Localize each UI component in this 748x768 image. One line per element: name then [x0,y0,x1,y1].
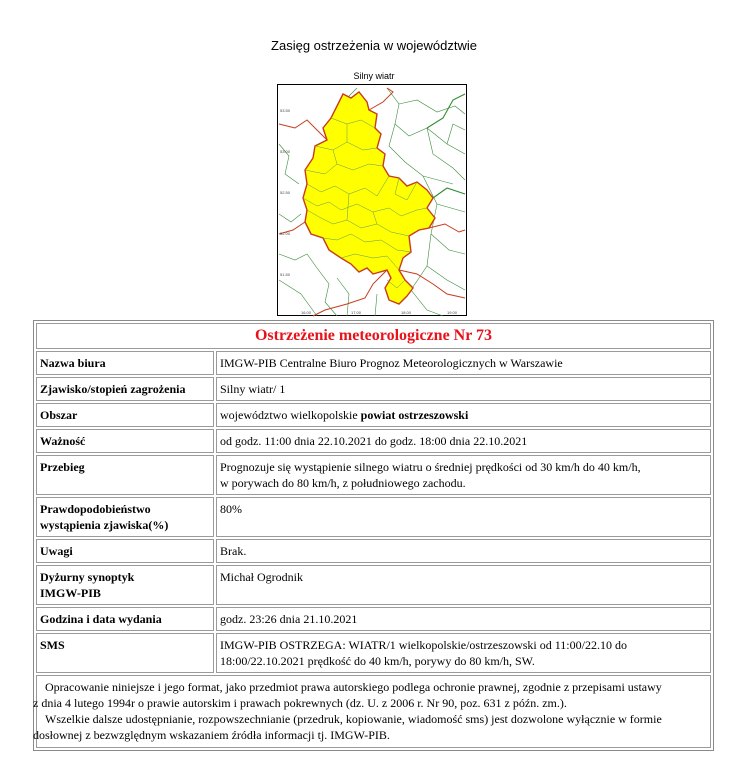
table-row [36,497,711,537]
label-line: Dyżurny synoptyk [40,570,135,584]
page-title: Zasięg ostrzeżenia w województwie [271,38,477,53]
row-value: IMGW-PIB Centralne Biuro Prognoz Meteorologicznych w Warszawie [216,351,711,375]
value-line: 18:00/22.10.2021 prędkość do 40 km/h, porywy do 80 km/h, SW. [220,654,535,668]
notice-line: Opracowanie niniejsze i jego format, jako przedmiot prawa autorskiego podlega ochronie prawnej, zgodnie z przepisami ustawy [45,680,662,694]
notice-line: dosłownej z bezwzględnym wskazaniem źródła informacji tj. IMGW-PIB. [33,728,390,742]
table-row [36,377,711,401]
table-row [36,633,711,673]
area-county: powiat ostrzeszowski [360,408,469,422]
row-label: Obszar [36,403,214,427]
lat-tick-label: 53.00 [280,149,291,154]
lon-tick-label: 19.00 [447,310,458,315]
table-row [36,565,711,605]
copyright-notice [33,675,711,748]
row-label [36,497,214,537]
row-label: Nazwa biura [36,351,214,375]
notice-line: z dnia 4 lutego 1994r o prawie autorskim i prawach pokrewnych (dz. U. z 2006 r. Nr 90, poz. 631 z późn. zm.). [33,696,567,710]
warning-area-map [277,84,467,320]
table-row [36,403,711,427]
row-value [216,403,711,427]
row-label: Przebieg [36,455,214,495]
label-line: wystąpienia zjawiska(%) [40,518,169,532]
notice-line: Wszelkie dalsze udostępnianie, rozpowszechnianie (przedruk, kopiowanie, wiadomość sms) jest dozwolone wyłącznie w formie [45,712,662,726]
table-row [36,607,711,631]
table-row [36,351,711,375]
row-label: SMS [36,633,214,673]
label-line: IMGW-PIB [40,586,101,600]
row-value: Brak. [216,539,711,563]
lon-tick-label: 16.00 [301,310,312,315]
row-label [36,565,214,605]
value-line: IMGW-PIB OSTRZEGA: WIATR/1 wielkopolskie/ostrzeszowski od 11:00/22.10 do [220,638,627,652]
warning-header: Ostrzeżenie meteorologiczne Nr 73 [36,323,711,349]
row-label: Ważność [36,429,214,453]
area-voivodeship: województwo wielkopolskie [220,408,358,422]
table-row [36,429,711,453]
lon-tick-label: 18.00 [401,310,412,315]
row-value: Michał Ogrodnik [216,565,711,605]
row-label: Godzina i data wydania [36,607,214,631]
row-value: 80% [216,497,711,537]
distribution-paragraph [33,711,708,743]
lon-tick-label: 17.00 [351,310,362,315]
row-value [216,455,711,495]
value-line: Prognozuje się wystąpienie silnego wiatru o średniej prędkości od 30 km/h do 40 km/h, [220,460,641,474]
lat-tick-label: 51.50 [280,272,291,277]
table-row [36,539,711,563]
label-line: Prawdopodobieństwo [40,502,151,516]
copyright-paragraph [33,679,708,711]
row-label: Zjawisko/stopień zagrożenia [36,377,214,401]
row-value: od godz. 11:00 dnia 22.10.2021 do godz. 18:00 dnia 22.10.2021 [216,429,711,453]
row-value [216,633,711,673]
value-line: w porywach do 80 km/h, z południowego zachodu. [220,476,466,490]
map-caption: Silny wiatr [353,71,395,81]
lat-tick-label: 52.50 [280,190,291,195]
warning-table [33,320,714,751]
row-value: Silny wiatr/ 1 [216,377,711,401]
row-value: godz. 23:26 dnia 21.10.2021 [216,607,711,631]
row-label: Uwagi [36,539,214,563]
table-row [36,455,711,495]
lat-tick-label: 53.50 [280,108,291,113]
lat-tick-label: 52.00 [280,231,291,236]
